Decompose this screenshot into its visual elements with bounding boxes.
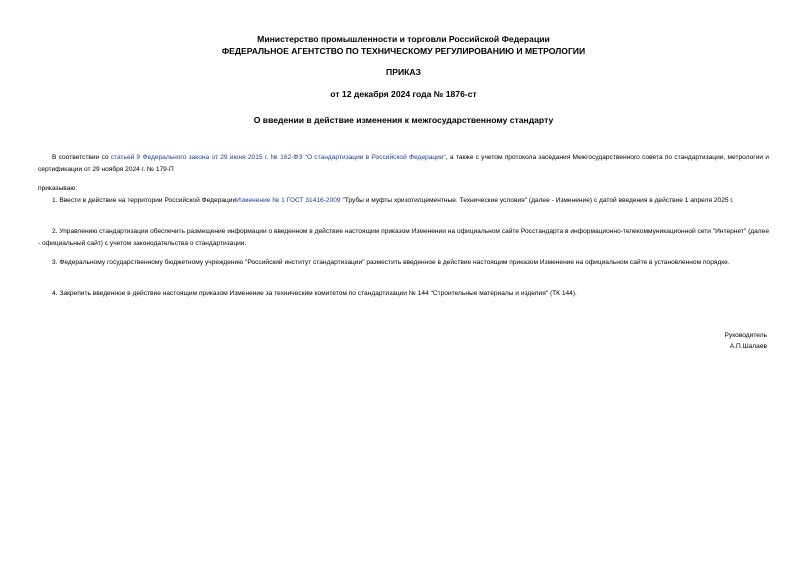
standard-amendment-link[interactable]: Изменение № 1 ГОСТ 31416-2009 [236, 197, 341, 204]
signature-role: Руководитель [724, 332, 767, 339]
order-item-1 [38, 195, 769, 207]
item1-text-after: "Трубы и муфты хризотилцементные. Технические условия" (далее - Изменение) с датой введения в действие 1 апреля 2025 г. [340, 197, 734, 204]
document-date-number: от 12 декабря 2024 года № 1876-ст [330, 89, 477, 99]
ministry-name: Министерство промышленности и торговли Российской Федерации [257, 34, 550, 44]
preamble-text-after: , а также с учетом протокола заседания Межгосударственного совета по стандартизации, метрологии и сертификации от 29 ноября 2024 г. № 179-П [38, 154, 769, 173]
federal-law-link[interactable]: статьей 9 Федерального закона от 29 июня 2015 г. № 162-ФЗ "О стандартизации в Российской Федерации" [110, 154, 446, 161]
document-type: ПРИКАЗ [386, 67, 421, 77]
order-item-4: 4. Закрепить введенное в действие настоящим приказом Изменение за техническим комитетом по стандартизации № 144 "Строительные материалы и изделия" (ТК 144). [52, 290, 577, 297]
order-word: приказываю: [38, 185, 78, 192]
preamble-text-before: В соответствии со [52, 154, 111, 161]
signature-name: А.П.Шалаев [729, 343, 767, 350]
order-item-2: 2. Управлению стандартизации обеспечить размещение информации о введенном в действие настоящим приказом Изменении на официальном сайте Росстандарта в информационно-телекоммуникационной сети "Интернет" (далее - официальный сайт) с учетом законодательства о стандартизации. [38, 228, 769, 247]
item1-text-before: 1. Ввести в действие на территории Российской Федерации [52, 197, 237, 204]
preamble-paragraph [38, 152, 769, 175]
order-item-3: 3. Федеральному государственному бюджетному учреждению "Российский институт стандартизации" разместить введенное в действие настоящим приказом Изменение на официальном сайте в установленном порядке. [52, 259, 730, 266]
agency-name: ФЕДЕРАЛЬНОЕ АГЕНТСТВО ПО ТЕХНИЧЕСКОМУ РЕГУЛИРОВАНИЮ И МЕТРОЛОГИИ [221, 46, 586, 56]
document-title: О введении в действие изменения к межгосударственному стандарту [253, 115, 554, 125]
